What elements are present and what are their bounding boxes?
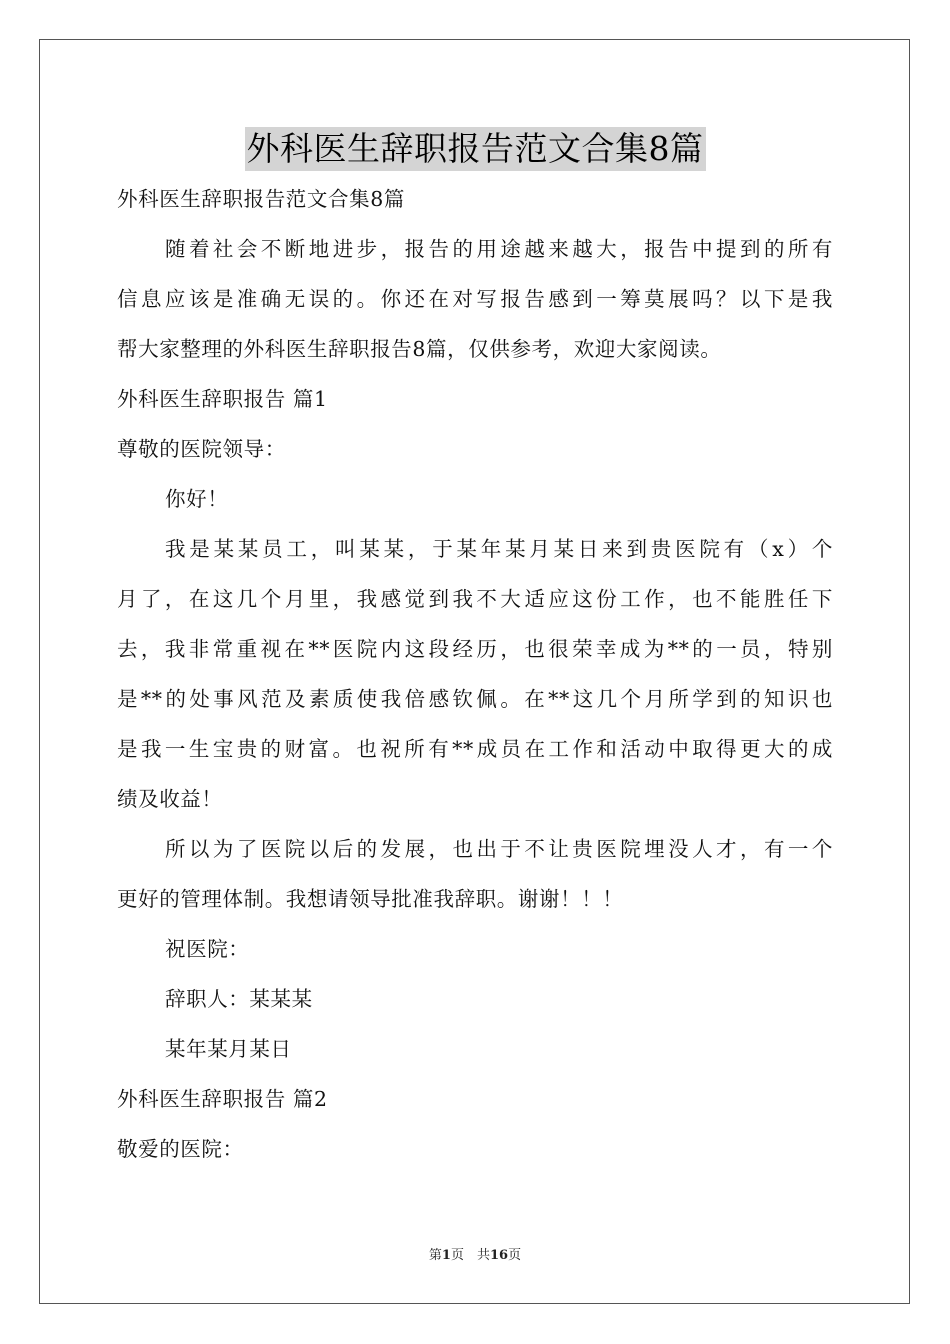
paragraph-line: 是**的处事风范及素质使我倍感钦佩。在**这几个月所学到的知识也 (117, 687, 833, 711)
paragraph-line: 信息应该是准确无误的。你还在对写报告感到一筹莫展吗？以下是我 (117, 287, 833, 311)
paragraph-line: 我是某某员工，叫某某，于某年某月某日来到贵医院有（x）个 (165, 537, 833, 561)
paragraph-line: 去，我非常重视在**医院内这段经历，也很荣幸成为**的一员，特别 (117, 637, 833, 661)
salutation: 尊敬的医院领导： (117, 437, 286, 461)
page-footer (0, 1246, 950, 1266)
subtitle-line: 外科医生辞职报告范文合集8篇 (117, 187, 405, 211)
title-wrap (0, 127, 950, 171)
footer-page-suffix: 页 (508, 1248, 522, 1263)
paragraph-line: 所以为了医院以后的发展，也出于不让贵医院埋没人才，有一个 (165, 837, 833, 861)
paragraph-line: 是我一生宝贵的财富。也祝所有**成员在工作和活动中取得更大的成 (117, 737, 833, 761)
footer-page-prefix: 第 (428, 1248, 442, 1263)
signature-line: 辞职人：某某某 (165, 987, 313, 1011)
page-frame (39, 39, 910, 1304)
footer-page-mid: 页 共 (450, 1248, 490, 1263)
greeting: 你好！ (165, 487, 229, 511)
paragraph-line: 月了，在这几个月里，我感觉到我不大适应这份工作，也不能胜任下 (117, 587, 833, 611)
date-line: 某年某月某日 (165, 1037, 292, 1061)
paragraph-line: 绩及收益！ (117, 787, 223, 811)
salutation: 敬爱的医院： (117, 1137, 244, 1161)
section-heading: 外科医生辞职报告 篇1 (117, 387, 328, 411)
paragraph-line: 随着社会不断地进步，报告的用途越来越大，报告中提到的所有 (165, 237, 833, 261)
paragraph-line: 帮大家整理的外科医生辞职报告8篇，仅供参考，欢迎大家阅读。 (117, 337, 722, 361)
footer-page-current: 1 (441, 1248, 451, 1263)
closing-line: 祝医院： (165, 937, 250, 961)
footer-page-total: 16 (489, 1248, 509, 1263)
section-heading: 外科医生辞职报告 篇2 (117, 1087, 328, 1111)
paragraph-line: 更好的管理体制。我想请领导批准我辞职。谢谢！！！ (117, 887, 624, 911)
document-title: 外科医生辞职报告范文合集8篇 (245, 127, 706, 171)
